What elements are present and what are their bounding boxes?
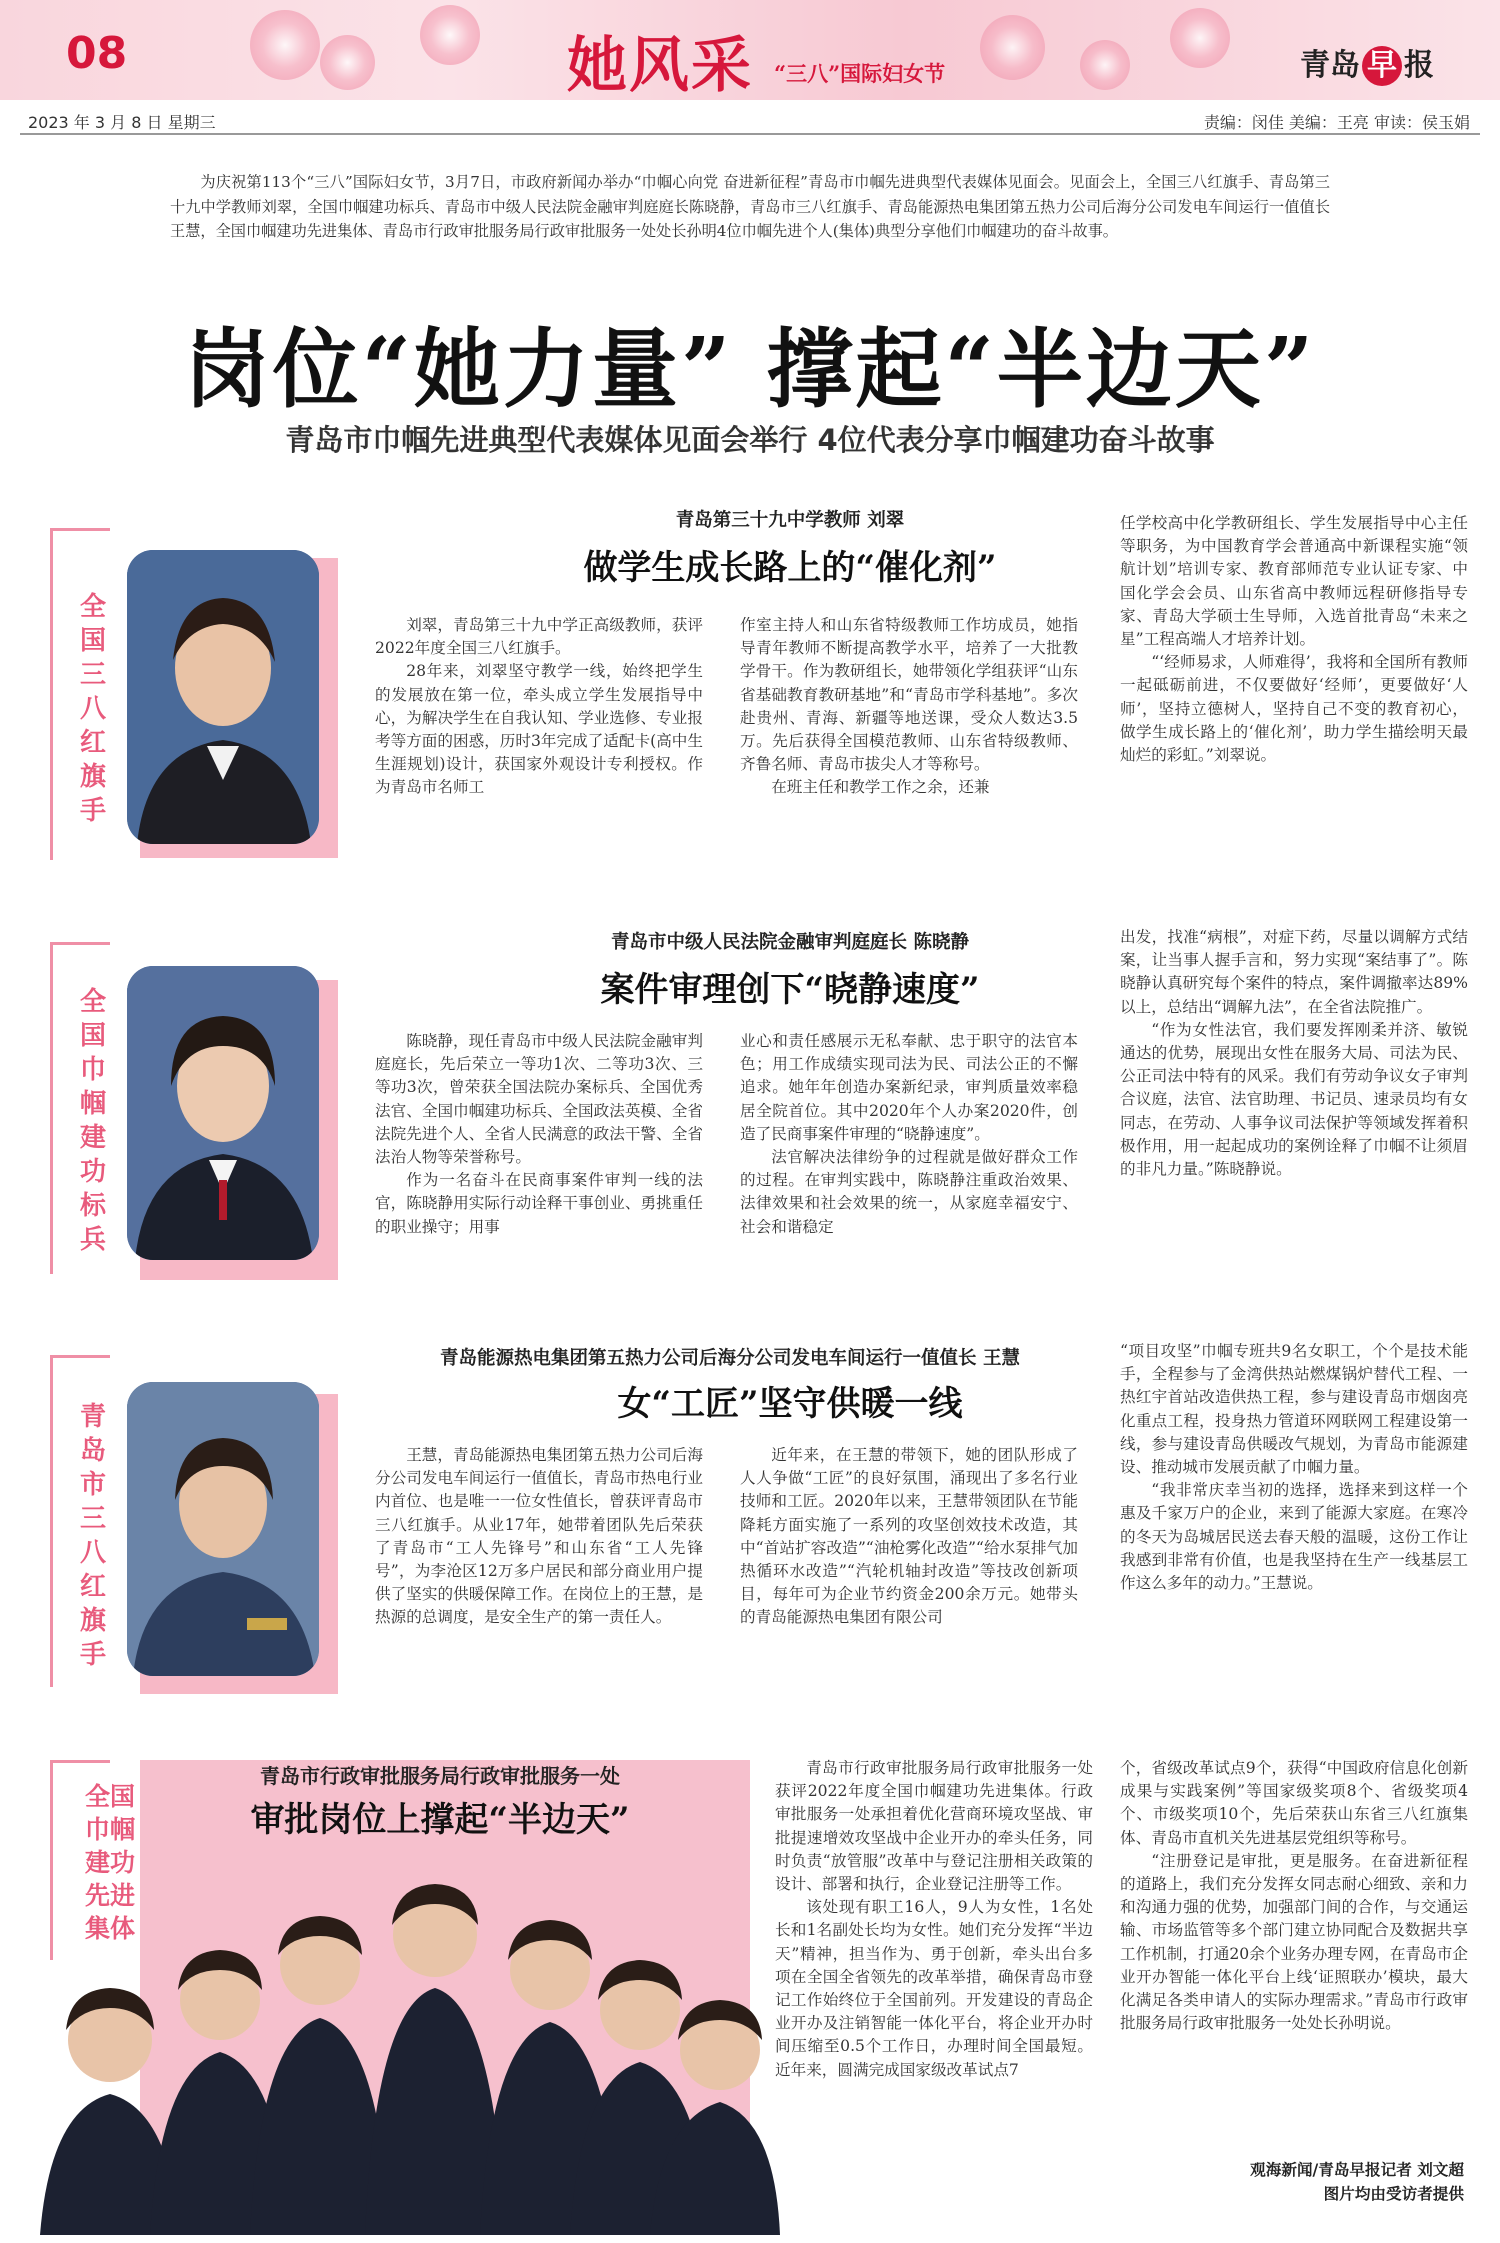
paragraph: “项目攻坚”巾帼专班共9名女职工，个个是技术能手，全程参与了金湾供热站燃煤锅炉替代工程、一热红宇首站改造供热工程，参与建设青岛市烟囱亮化重点工程，投身热力管道环网联网工程建设第一线，参与建设青岛供暖改气规划，为青岛市能源建设、推动城市发展贡献了巾帼力量。 bbox=[1120, 1342, 1468, 1477]
paragraph: “‘经师易求，人师难得’，我将和全国所有教师一起砥砺前进，不仅要做好‘经师’，更要做好‘人师’，坚持立德树人，坚持自己不变的教育初心，做学生成长路上的‘催化剂’，助力学生描绘明天最灿烂的彩虹。”刘翠说。 bbox=[1120, 653, 1468, 765]
blossom-decoration bbox=[320, 35, 375, 90]
group-photo bbox=[20, 1880, 780, 2235]
paragraph: “我非常庆幸当初的选择，选择来到这样一个惠及千家万户的企业，来到了能源大家庭。在寒冷的冬天为岛城居民送去春天般的温暖，这份工作让我感到非常有价值，也是我坚持在生产一线基层工作这么多年的动力。”王慧说。 bbox=[1120, 1481, 1468, 1593]
story-column bbox=[375, 1444, 703, 1706]
story-column bbox=[1120, 1757, 1468, 2155]
issue-date: 2023 年 3 月 8 日 星期三 bbox=[28, 113, 216, 132]
editor-credits: 责编：闵佳 美编：王亮 审读：侯玉娟 bbox=[1203, 113, 1470, 132]
sub-headline: 青岛市巾帼先进典型代表媒体见面会举行 4位代表分享巾帼建功奋斗故事 bbox=[285, 423, 1215, 457]
story-byline: 青岛市中级人民法院金融审判庭庭长 陈晓静 bbox=[611, 932, 969, 953]
story-column bbox=[375, 614, 703, 876]
paragraph: 王慧，青岛能源热电集团第五热力公司后海分公司发电车间运行一值值长，青岛市热电行业内首位、也是唯一一位女性值长，曾获评青岛市三八红旗手。从业17年，她带着团队先后荣获了青岛市“工人先锋号”和山东省“工人先锋号”，为李沧区12万多户居民和部分商业用户提供了坚实的供暖保障工作。在岗位上的王慧，是热源的总调度，是安全生产的第一责任人。 bbox=[375, 1446, 703, 1627]
portrait-photo bbox=[127, 1382, 319, 1676]
honor-label: 全国三八红旗手 bbox=[79, 592, 106, 826]
paragraph: 在班主任和教学工作之余，还兼 bbox=[771, 778, 990, 797]
story-column bbox=[1120, 926, 1468, 1292]
paragraph: “注册登记是审批，更是服务。在奋进新征程的道路上，我们充分发挥女同志耐心细致、亲和力和沟通力强的优势，加强部门间的合作，与交通运输、市场监管等多个部门建立协同配合及数据共享工作机制，打通20余个业务办理专网，在青岛市企业开办智能一体化平台上线‘证照联办’模块，最大化满足各类申请人的实际办理需求。”青岛市行政审批服务局行政审批服务一处处长孙明说。 bbox=[1120, 1851, 1468, 2033]
reporter-name: 观海新闻/青岛早报记者 刘文超 bbox=[1250, 2161, 1464, 2179]
intro-paragraph: 为庆祝第113个“三八”国际妇女节，3月7日，市政府新闻办举办“巾帼心向党 奋进新征程”青岛市巾帼先进典型代表媒体见面会。见面会上，全国三八红旗手、青岛第三十九中学教师刘翠，全国巾帼建功标兵、青岛市中级人民法院金融审判庭庭长陈晓静，青岛市三八红旗手、青岛能源热电集团第五热力公司后海分公司发电车间运行一值值长王慧，全国巾帼建功先进集体、青岛市行政审批服务局行政审批服务一处处长孙明4位巾帼先进个人(集体)典型分享他们巾帼建功的奋斗故事。 bbox=[170, 173, 1330, 240]
portrait-photo bbox=[127, 966, 319, 1260]
section-bracket bbox=[50, 528, 110, 531]
paragraph: 作室主持人和山东省特级教师工作坊成员，她指导青年教师不断提高教学水平，培养了一大批教学骨干。作为教研组长，她带领化学组获评“山东省基础教育教研基地”和“青岛市学科基地”。多次赴贵州、青海、新疆等地送课，受众人数达3.5万。先后获得全国模范教师、山东省特级教师、齐鲁名师、青岛市拔尖人才等称号。 bbox=[740, 616, 1078, 774]
story-column bbox=[740, 1030, 1078, 1292]
paragraph: 任学校高中化学教研组长、学生发展指导中心主任等职务，为中国教育学会普通高中新课程实施“领航计划”培训专家、教育部师范专业认证专家、中国化学会会员、山东省高中教师远程研修指导专家、青岛大学硕士生导师，入选首批青岛“未来之星”工程高端人才培养计划。 bbox=[1120, 514, 1468, 649]
paragraph: 刘翠，青岛第三十九中学正高级教师，获评2022年度全国三八红旗手。 bbox=[375, 616, 703, 658]
honor-label: 全国巾帼建功标兵 bbox=[79, 987, 106, 1255]
section-bracket bbox=[50, 942, 110, 945]
story-title: 女“工匠”坚守供暖一线 bbox=[617, 1384, 963, 1424]
story-column bbox=[775, 1757, 1093, 2207]
brand-logo: 青岛 早 报 bbox=[1300, 40, 1434, 86]
paragraph: 作为一名奋斗在民商事案件审判一线的法官，陈晓静用实际行动诠释干事创业、勇挑重任的职业操守；用事 bbox=[375, 1171, 703, 1236]
honor-label: 青岛市三八红旗手 bbox=[79, 1402, 106, 1670]
paragraph: 陈晓静，现任青岛市中级人民法院金融审判庭庭长，先后荣立一等功1次、二等功3次、三等功3次，曾荣获全国法院办案标兵、全国优秀法官、全国巾帼建功标兵、全国政法英模、全省法院先进个人、全省人民满意的政法干警、全省法治人物等荣誉称号。 bbox=[375, 1032, 703, 1167]
paragraph: 28年来，刘翠坚守教学一线，始终把学生的发展放在第一位，牵头成立学生发展指导中心，为解决学生在自我认知、学业选修、专业报考等方面的困惑，历时3年完成了适配卡(高中生生涯规划)设计，获国家外观设计专利授权。作为青岛市名师工 bbox=[375, 662, 703, 797]
blossom-decoration bbox=[420, 5, 480, 65]
paragraph: 青岛市行政审批服务局行政审批服务一处获评2022年度全国巾帼建功先进集体。行政审批服务一处承担着优化营商环境攻坚战、审批提速增效攻坚战中企业开办的牵头任务，同时负责“放管服”改革中与登记注册相关政策的设计、部署和执行，企业登记注册等工作。 bbox=[775, 1759, 1093, 1894]
reporter-credit bbox=[1120, 2158, 1464, 2206]
header-divider bbox=[20, 133, 1480, 135]
section-subtitle: “三八”国际妇女节 bbox=[774, 61, 946, 86]
story-column bbox=[740, 614, 1078, 876]
paragraph: 该处现有职工16人，9人为女性，1名处长和1名副处长均为女性。她们充分发挥“半边天”精神，担当作为、勇于创新，牵头出台多项在全国全省领先的改革举措，确保青岛市登记工作始终位于全国前列。开发建设的青岛企业开办及注销智能一体化平台，将企业开办时间压缩至0.5个工作日，办理时间全国最短。近年来，圆满完成国家级改革试点7 bbox=[775, 1898, 1093, 2079]
section-bracket bbox=[50, 1760, 110, 1763]
story-byline: 青岛第三十九中学教师 刘翠 bbox=[675, 510, 905, 531]
blossom-decoration bbox=[980, 15, 1045, 80]
section-title: 她风采 bbox=[567, 31, 753, 101]
section-bracket bbox=[50, 942, 53, 1274]
paragraph: “作为女性法官，我们要发挥刚柔并济、敏锐通达的优势，展现出女性在服务大局、司法为民、公正司法中特有的风采。我们有劳动争议女子审判合议庭，法官、法官助理、书记员、速录员均有女同志，在劳动、人事争议司法保护等领域发挥着积极作用，用一起起成功的案例诠释了巾帼不让须眉的非凡力量。”陈晓静说。 bbox=[1120, 1020, 1468, 1179]
photo-credit: 图片均由受访者提供 bbox=[1323, 2185, 1464, 2203]
section-bracket bbox=[50, 1355, 53, 1687]
paragraph: 近年来，在王慧的带领下，她的团队形成了人人争做“工匠”的良好氛围，涌现出了多名行业技师和工匠。2020年以来，王慧带领团队在节能降耗方面实施了一系列的攻坚创效技术改造，其中“首站扩容改造”“油枪雾化改造”“给水泵排气加热循环水改造”“汽轮机轴封改造”等技改创新项目，每年可为企业节约资金200余万元。她带头的青岛能源热电集团有限公司 bbox=[740, 1446, 1078, 1627]
story-byline: 青岛能源热电集团第五热力公司后海分公司发电车间运行一值值长 王慧 bbox=[440, 1348, 1020, 1369]
story-column bbox=[740, 1444, 1078, 1706]
page-number: 08 bbox=[66, 28, 128, 79]
section-bracket bbox=[50, 528, 53, 860]
portrait-photo bbox=[127, 550, 319, 844]
main-headline: 岗位“她力量” 撑起“半边天” bbox=[183, 319, 1317, 420]
blossom-decoration bbox=[1080, 40, 1130, 90]
story-title: 案件审理创下“晓静速度” bbox=[600, 970, 980, 1010]
blossom-decoration bbox=[1170, 8, 1230, 68]
section-bracket bbox=[50, 1355, 110, 1358]
story-title: 审批岗位上撑起“半边天” bbox=[250, 1800, 630, 1840]
paragraph: 业心和责任感展示无私奉献、忠于职守的法官本色；用工作成绩实现司法为民、司法公正的不懈追求。她年年创造办案新纪录，审判质量效率稳居全院首位。其中2020年个人办案2020件，创造了民商事案件审理的“晓静速度”。 bbox=[740, 1032, 1078, 1143]
blossom-decoration bbox=[250, 10, 320, 80]
honor-label: 全国巾帼建功先进集体 bbox=[84, 1782, 135, 1943]
story-column bbox=[1120, 1340, 1468, 1706]
story-title: 做学生成长路上的“催化剂” bbox=[583, 548, 997, 588]
story-byline: 青岛市行政审批服务局行政审批服务一处 bbox=[260, 1764, 620, 1788]
paragraph: 出发，找准“病根”，对症下药，尽量以调解方式结案，让当事人握手言和，努力实现“案结事了”。陈晓静认真研究每个案件的特点，案件调撤率达89%以上，总结出“调解九法”，在全省法院推广。 bbox=[1120, 928, 1468, 1016]
story-column bbox=[1120, 512, 1468, 878]
paragraph: 个，省级改革试点9个，获得“中国政府信息化创新成果与实践案例”等国家级奖项8个、省级奖项4个、市级奖项10个，先后荣获山东省三八红旗集体、青岛市直机关先进基层党组织等称号。 bbox=[1120, 1759, 1468, 1847]
story-column bbox=[375, 1030, 703, 1292]
paragraph: 法官解决法律纷争的过程就是做好群众工作的过程。在审判实践中，陈晓静注重政治效果、法律效果和社会效果的统一，从家庭幸福安宁、社会和谐稳定 bbox=[740, 1148, 1078, 1236]
